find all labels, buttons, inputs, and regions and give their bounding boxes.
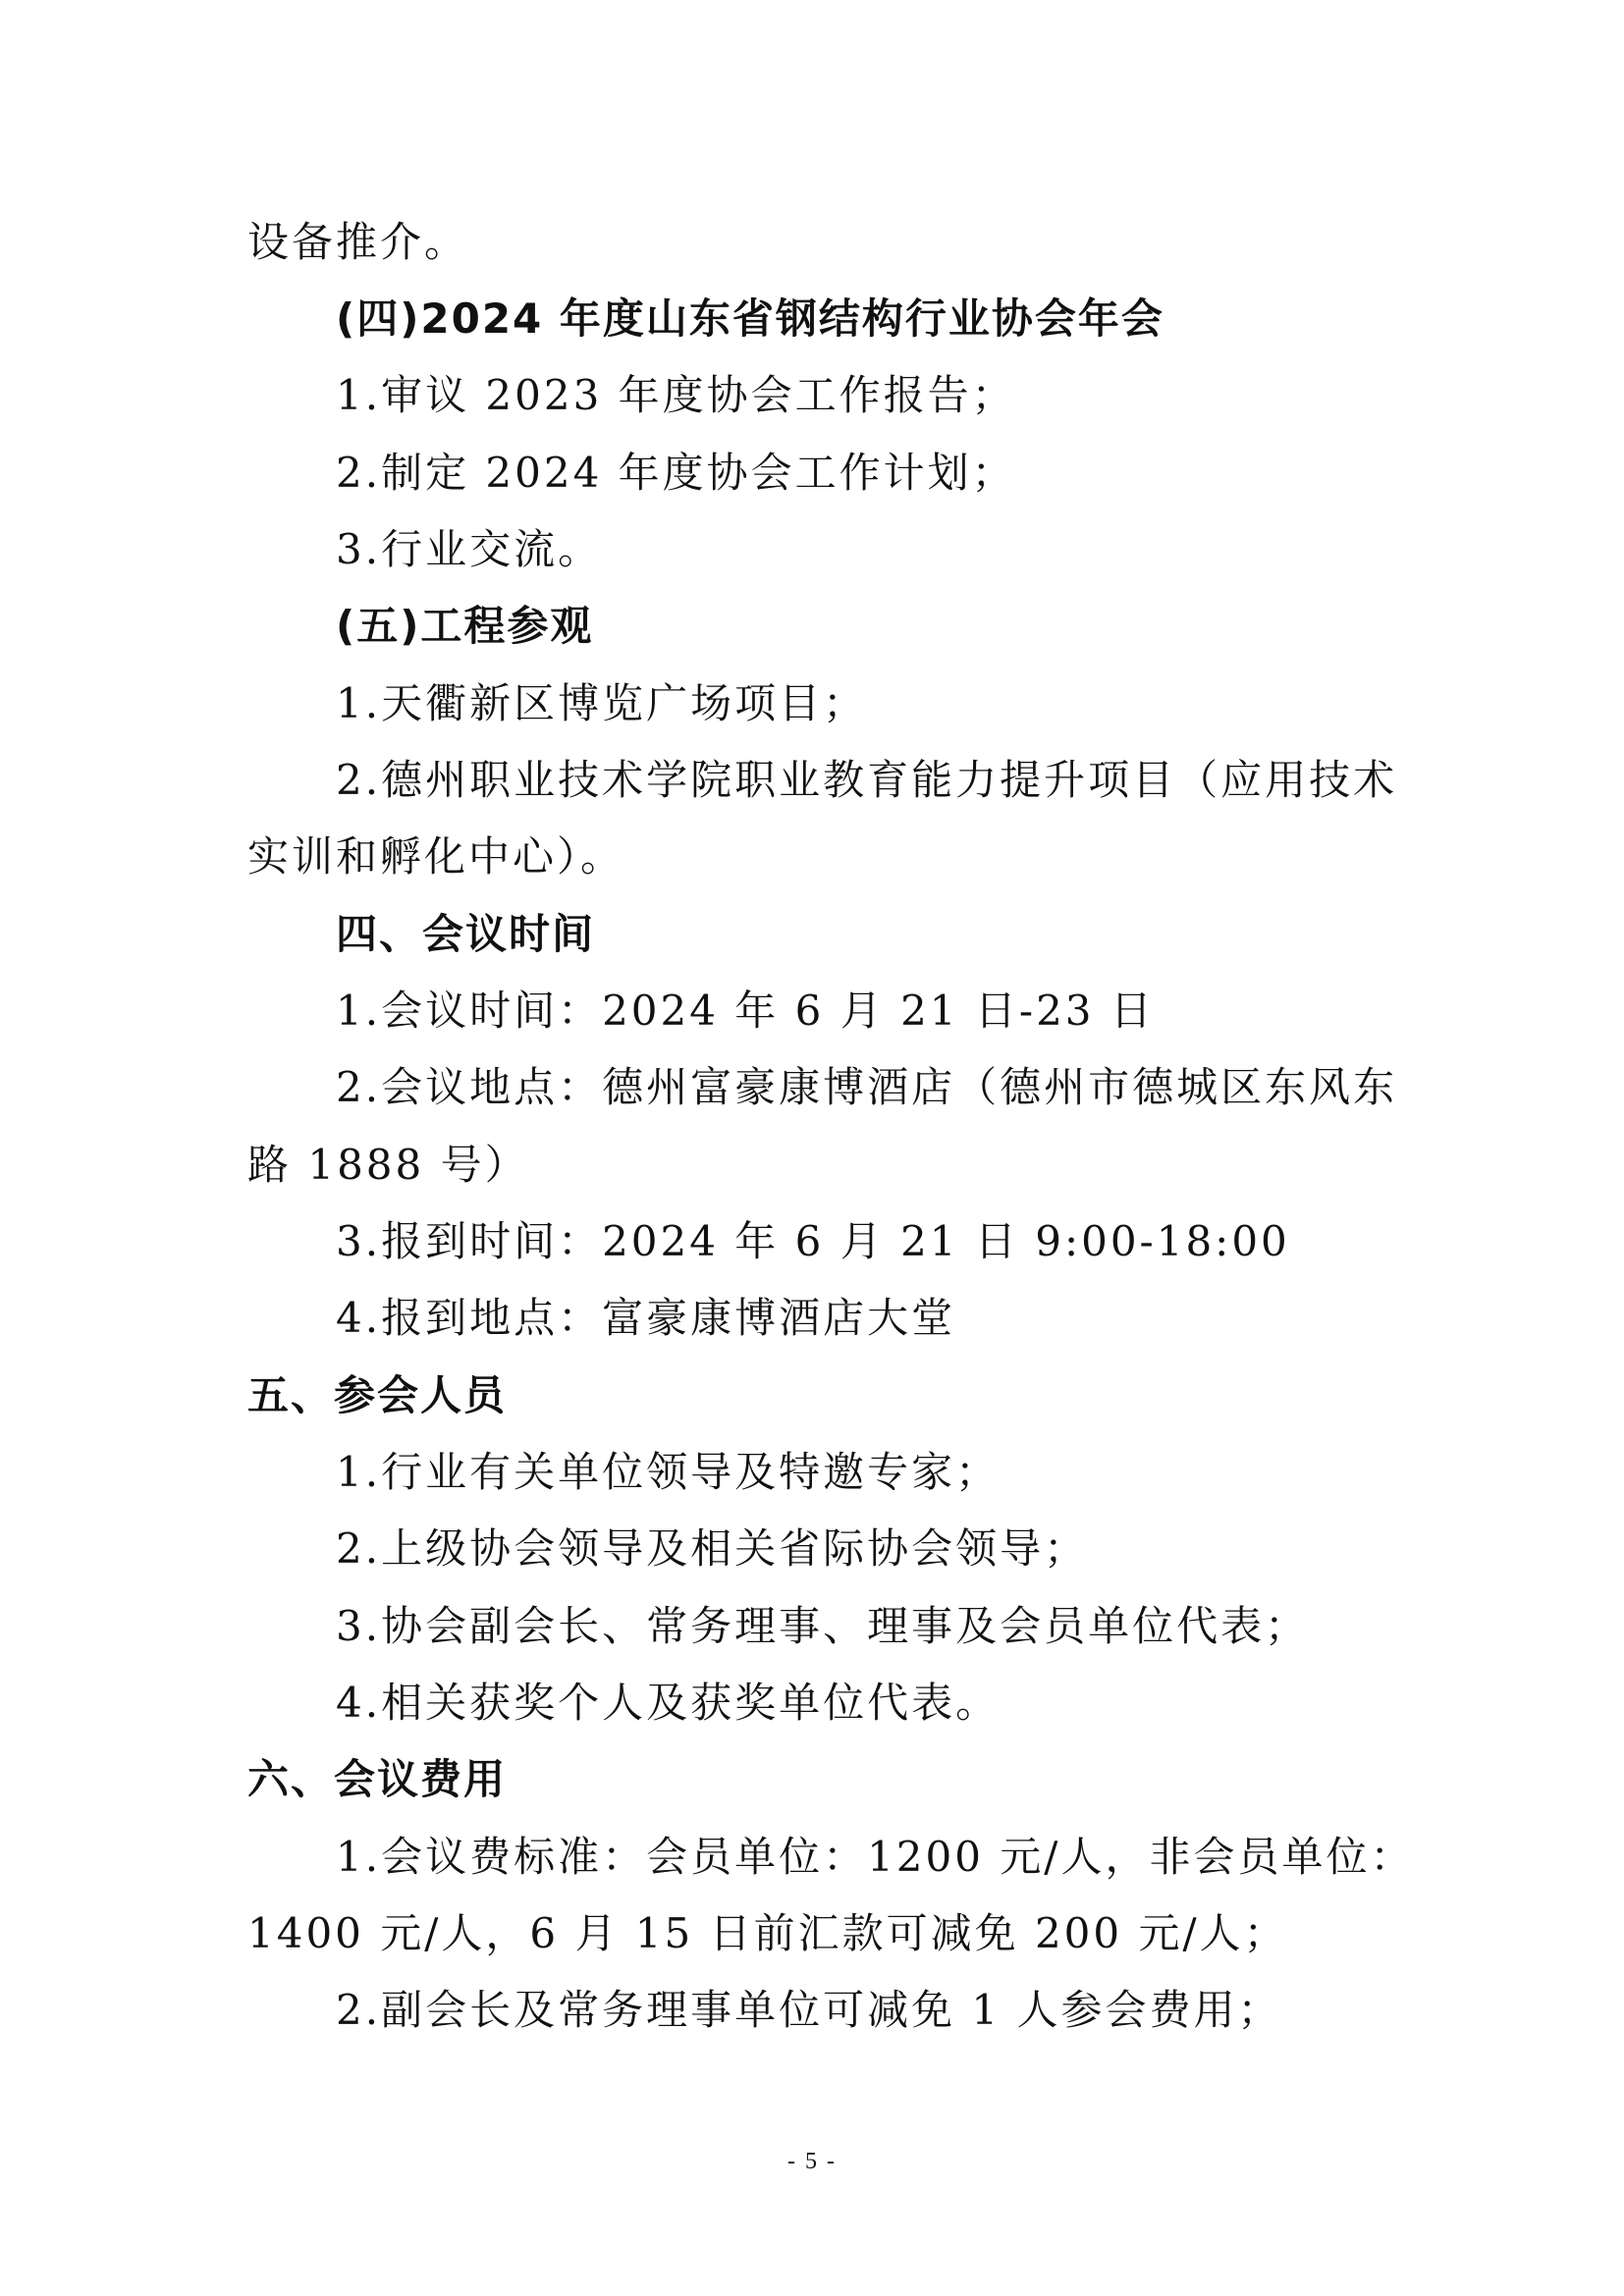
text-line: 1400 元/人，6 月 15 日前汇款可减免 200 元/人； — [247, 1909, 1288, 1957]
list-item: 1.会议费标准：会员单位：1200 元/人，非会员单位： — [336, 1833, 1415, 1881]
list-item: 2.会议地点：德州富豪康博酒店（德州市德城区东风东 — [336, 1063, 1398, 1111]
list-item: 3.协会副会长、常务理事、理事及会员单位代表； — [336, 1602, 1310, 1650]
list-item: 4.相关获奖个人及获奖单位代表。 — [336, 1679, 1001, 1727]
list-item: 1.会议时间：2024 年 6 月 21 日-23 日 — [336, 987, 1155, 1035]
list-item: 2.上级协会领导及相关省际协会领导； — [336, 1524, 1089, 1573]
list-item: 1.行业有关单位领导及特邀专家； — [336, 1448, 1001, 1496]
list-item: 3.行业交流。 — [336, 525, 603, 573]
section-heading: 五、参会人员 — [247, 1371, 508, 1419]
section-heading: (四)2024 年度山东省钢结构行业协会年会 — [336, 294, 1164, 343]
list-item: 4.报到地点：富豪康博酒店大堂 — [336, 1294, 956, 1342]
section-heading: 六、会议费用 — [247, 1755, 508, 1803]
list-item: 2.德州职业技术学院职业教育能力提升项目（应用技术 — [336, 756, 1398, 804]
list-item: 2.制定 2024 年度协会工作计划； — [336, 449, 1016, 497]
list-item: 2.副会长及常务理事单位可减免 1 人参会费用； — [336, 1986, 1282, 2034]
page-number: - 5 - — [787, 2149, 837, 2174]
text-line: 路 1888 号） — [247, 1141, 529, 1189]
text-line: 实训和孵化中心）。 — [247, 832, 625, 881]
section-heading: 四、会议时间 — [336, 910, 596, 958]
text-line: 设备推介。 — [247, 218, 469, 266]
list-item: 3.报到时间：2024 年 6 月 21 日 9:00-18:00 — [336, 1217, 1290, 1265]
section-heading: (五)工程参观 — [336, 602, 594, 650]
list-item: 1.天衢新区博览广场项目； — [336, 679, 868, 727]
list-item: 1.审议 2023 年度协会工作报告； — [336, 371, 1016, 419]
